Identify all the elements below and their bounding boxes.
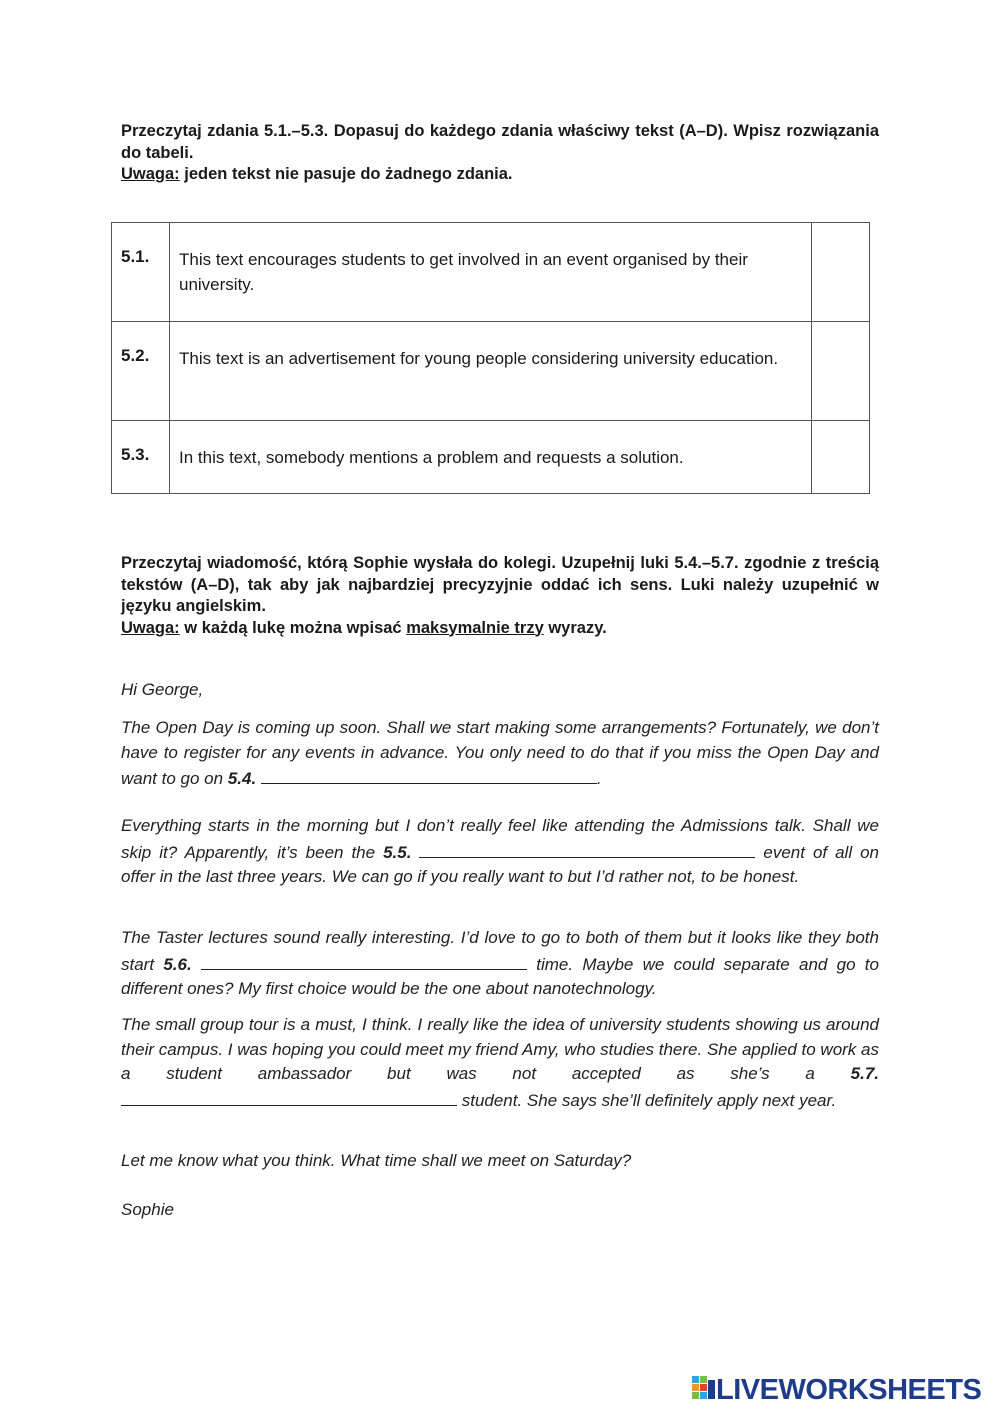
gap-5-5-input[interactable] xyxy=(419,839,755,858)
letter-paragraph-1 xyxy=(121,716,879,792)
item-number: 5.3. xyxy=(112,421,170,494)
note-label: Uwaga: xyxy=(121,165,180,183)
liveworksheets-logo xyxy=(692,1374,981,1406)
letter-paragraph-2 xyxy=(121,814,879,890)
letter-paragraph-3 xyxy=(121,926,879,1002)
note-text: w każdą lukę można wpisać xyxy=(179,618,407,637)
letter-paragraph-4 xyxy=(121,1013,879,1113)
paragraph-text: The small group tour is a must, I think. I really like the idea of university students showing us around their campus. I was hoping you could meet my friend Amy, who studies there. She applied to work as a student ambassador but was not accepted as she’s a xyxy=(121,1015,879,1084)
note-emphasis: maksymalnie trzy xyxy=(406,618,544,637)
item-text: This text is an advertisement for young people considering university education. xyxy=(170,322,812,421)
signature: Sophie xyxy=(121,1200,174,1219)
paragraph-text: The Open Day is coming up soon. Shall we start making some arrangements? Fortunately, we don’t have to register for any events in advance. You only need to do that if you miss the Open Day and want to go on xyxy=(121,718,879,789)
instructions-line: Przeczytaj wiadomość, którą Sophie wysłała do kolegi. Uzupełnij luki 5.4.–5.7. zgodnie z treścią tekstów (A–D), tak aby jak najbardziej precyzyjnie oddać ich sens. Luki należy uzupełnić w języku angielskim. xyxy=(121,554,879,615)
greeting: Hi George, xyxy=(121,680,204,699)
table-row xyxy=(112,322,870,421)
item-text: This text encourages students to get involved in an event organised by their university. xyxy=(170,223,812,322)
answer-cell[interactable] xyxy=(812,322,870,421)
note-text-end: wyrazy. xyxy=(543,618,607,637)
table-row xyxy=(112,421,870,494)
paragraph-end: time. Maybe we could separate and go to different ones? My first choice would be the one about nanotechnology. xyxy=(121,954,879,999)
gap-5-6-input[interactable] xyxy=(201,951,527,970)
paragraph-text: The Taster lectures sound really interesting. I’d love to go to both of them but it looks like they both start xyxy=(121,928,879,974)
letter-greeting xyxy=(121,678,879,703)
paragraph-end: . xyxy=(596,769,602,789)
paragraph-text: Everything starts in the morning but I don’t really feel like attending the Admissions talk. Shall we skip it? Apparently, it’s been the xyxy=(121,816,879,862)
paragraph-end: event of all on offer in the last three years. We can go if you really want to but I’d rather not, to be honest. xyxy=(121,842,879,887)
instructions-note xyxy=(121,618,879,640)
logo-text: LIVEWORKSHEETS xyxy=(716,1373,982,1406)
gap-5-7-input[interactable] xyxy=(121,1087,457,1106)
paragraph-end: student. She says she’ll definitely apply next year. xyxy=(457,1090,837,1110)
gap-label: 5.4. xyxy=(227,769,257,789)
answer-cell[interactable] xyxy=(812,223,870,322)
gap-label: 5.6. xyxy=(163,954,192,974)
table-row xyxy=(112,223,870,322)
instructions-task-5-4 xyxy=(121,553,879,639)
item-text: In this text, somebody mentions a problem and requests a solution. xyxy=(170,421,812,494)
instructions-task-5-1 xyxy=(121,121,879,186)
item-number: 5.2. xyxy=(112,322,170,421)
instructions-line: Przeczytaj zdania 5.1.–5.3. Dopasuj do każdego zdania właściwy tekst (A–D). Wpisz rozwiązania do tabeli. xyxy=(121,122,879,162)
gap-label: 5.5. xyxy=(383,842,412,862)
note-text: jeden tekst nie pasuje do żadnego zdania. xyxy=(179,165,513,183)
gap-label: 5.7. xyxy=(850,1064,879,1084)
answer-cell[interactable] xyxy=(812,421,870,494)
item-number: 5.1. xyxy=(112,223,170,322)
note-label: Uwaga: xyxy=(121,618,180,637)
letter-paragraph-5 xyxy=(121,1149,879,1174)
liveworksheets-logo-icon xyxy=(692,1376,716,1404)
gap-5-4-input[interactable] xyxy=(261,765,597,784)
matching-table xyxy=(111,222,870,494)
paragraph-text: Let me know what you think. What time shall we meet on Saturday? xyxy=(121,1151,632,1170)
instructions-note xyxy=(121,164,879,186)
letter-signature xyxy=(121,1198,879,1223)
